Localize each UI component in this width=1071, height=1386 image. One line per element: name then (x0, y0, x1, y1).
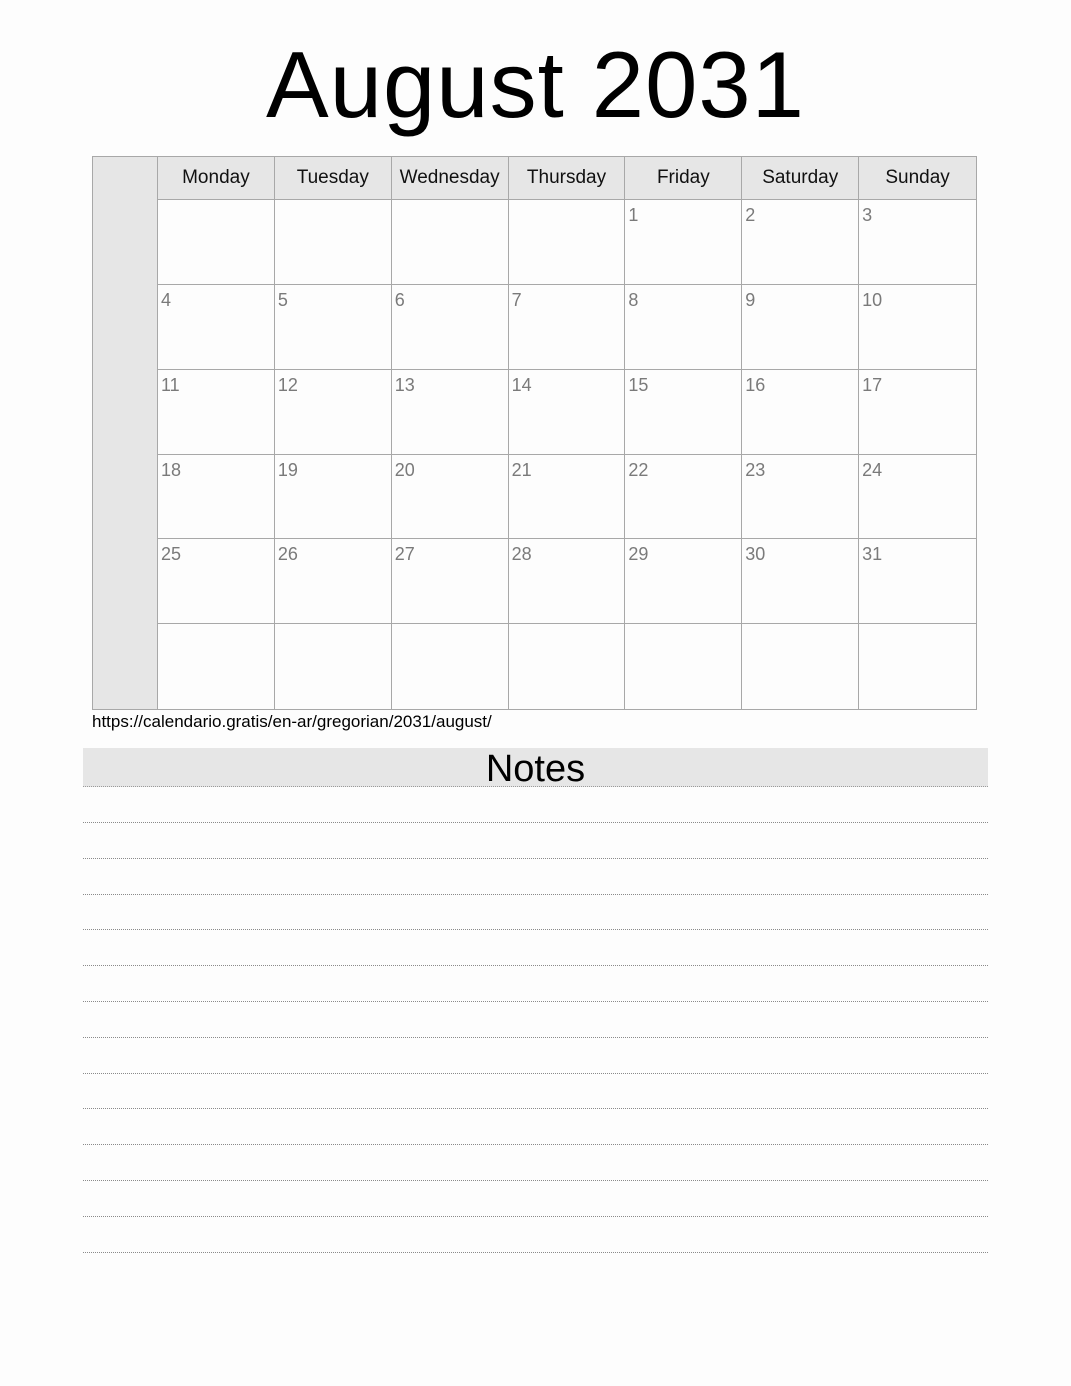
weekday-header: Wednesday (392, 157, 509, 200)
day-number: 28 (511, 544, 532, 565)
day-number: 21 (511, 459, 532, 480)
day-number: 22 (628, 459, 649, 480)
notes-line (83, 1037, 988, 1038)
day-number: 8 (628, 289, 639, 310)
day-cell (509, 285, 626, 370)
day-number: 23 (745, 459, 766, 480)
weekday-header: Friday (625, 157, 742, 200)
notes-line (83, 1180, 988, 1181)
day-cell (275, 200, 392, 285)
day-number: 14 (511, 374, 532, 395)
day-cell (742, 539, 859, 624)
day-cell (158, 624, 275, 709)
day-cell (509, 200, 626, 285)
day-number: 16 (745, 374, 766, 395)
day-cell (158, 370, 275, 455)
day-cell (625, 624, 742, 709)
day-cell (625, 539, 742, 624)
day-cell (625, 370, 742, 455)
day-number: 7 (511, 289, 522, 310)
notes-line (83, 1216, 988, 1217)
notes-line (83, 1001, 988, 1002)
day-cell (742, 200, 859, 285)
day-number: 24 (862, 459, 883, 480)
day-number: 6 (394, 289, 405, 310)
day-number: 2 (745, 205, 756, 225)
day-cell (509, 370, 626, 455)
day-cell (625, 285, 742, 370)
day-cell (158, 455, 275, 540)
day-cell (859, 200, 976, 285)
day-number: 3 (862, 205, 873, 225)
day-cell (392, 285, 509, 370)
day-cell (742, 624, 859, 709)
notes-line (83, 1144, 988, 1145)
day-cell (392, 624, 509, 709)
notes-line (83, 1073, 988, 1074)
notes-line (83, 858, 988, 859)
day-number: 26 (277, 544, 298, 565)
weekday-header: Sunday (859, 157, 976, 200)
day-number: 27 (394, 544, 415, 565)
week-number-column (93, 157, 158, 709)
day-number: 25 (161, 544, 182, 565)
day-cell (275, 539, 392, 624)
calendar-title: August 2031 (266, 32, 805, 137)
day-cell (859, 624, 976, 709)
day-cell (859, 285, 976, 370)
notes-heading: Notes (83, 748, 988, 787)
notes-line (83, 1108, 988, 1109)
weekday-header: Tuesday (275, 157, 392, 200)
day-number: 5 (277, 289, 288, 310)
day-cell (275, 370, 392, 455)
day-cell (275, 455, 392, 540)
day-cell (742, 370, 859, 455)
day-cell (742, 285, 859, 370)
day-cell (742, 455, 859, 540)
day-cell (158, 285, 275, 370)
day-cell (275, 624, 392, 709)
day-cell (392, 539, 509, 624)
day-cell (859, 455, 976, 540)
day-cell (625, 455, 742, 540)
weekday-header: Thursday (509, 157, 626, 200)
weekday-header: Monday (158, 157, 275, 200)
day-cell (392, 370, 509, 455)
day-number: 18 (161, 459, 182, 480)
day-number: 19 (277, 459, 298, 480)
notes-line (83, 822, 988, 823)
day-number: 11 (161, 374, 180, 395)
day-cell (509, 624, 626, 709)
day-cell (158, 539, 275, 624)
day-cell (509, 539, 626, 624)
day-number: 30 (745, 544, 766, 565)
notes-line (83, 929, 988, 930)
day-number: 1 (628, 205, 639, 225)
day-cell (392, 200, 509, 285)
day-cell (392, 455, 509, 540)
day-cell (625, 200, 742, 285)
day-cell (859, 539, 976, 624)
day-cell (275, 285, 392, 370)
source-url: https://calendario.gratis/en-ar/gregorian/2031/august/ (92, 712, 492, 731)
day-cell (859, 370, 976, 455)
notes-line (83, 894, 988, 895)
day-number: 10 (862, 289, 883, 310)
day-number: 17 (862, 374, 883, 395)
weekday-header: Saturday (742, 157, 859, 200)
day-cell (509, 455, 626, 540)
calendar-grid (92, 156, 977, 710)
day-number: 9 (745, 289, 756, 310)
notes-line (83, 965, 988, 966)
notes-line (83, 1252, 988, 1253)
day-number: 13 (394, 374, 415, 395)
day-number: 4 (161, 289, 172, 310)
day-cell (158, 200, 275, 285)
day-number: 20 (394, 459, 415, 480)
day-number: 15 (628, 374, 649, 395)
day-number: 12 (277, 374, 298, 395)
day-number: 29 (628, 544, 649, 565)
day-number: 31 (862, 544, 883, 565)
